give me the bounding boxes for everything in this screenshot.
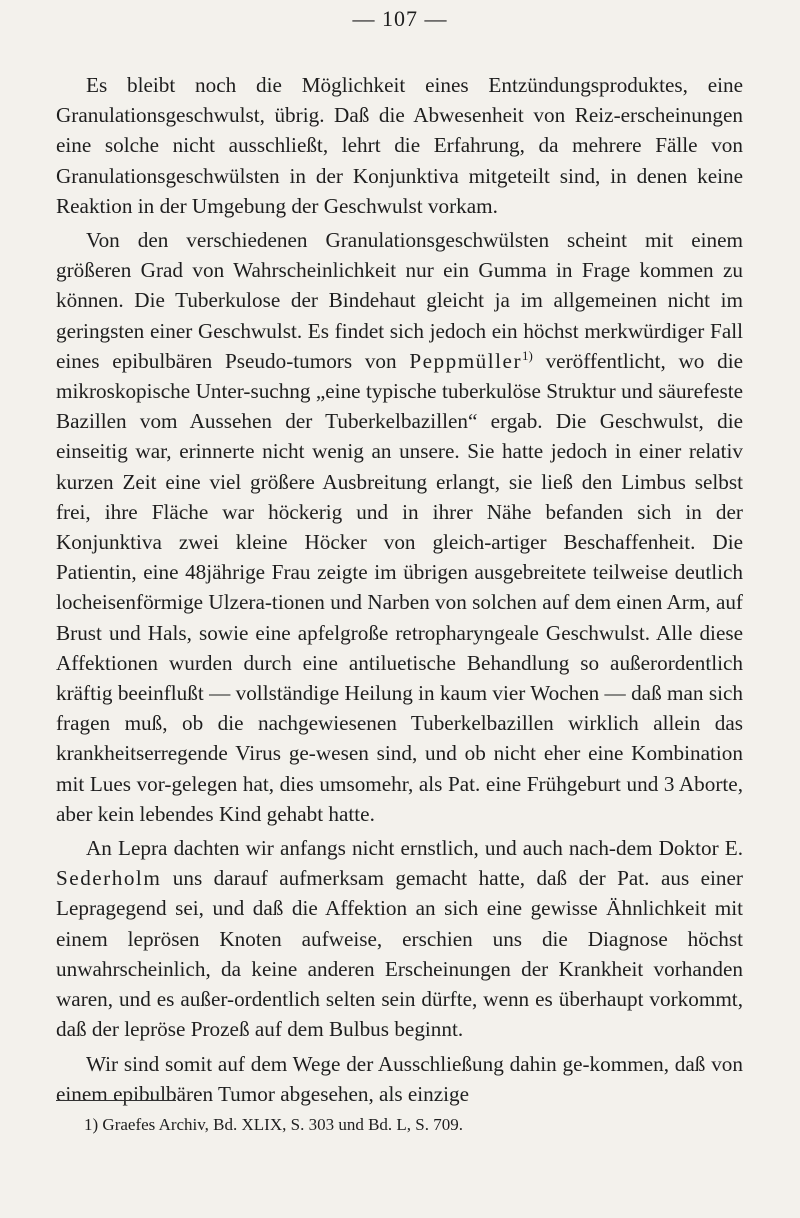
author-name-peppmueller: Peppmüller — [409, 348, 523, 373]
paragraph-2-text-b: veröffentlicht, wo die mikroskopische Unter-suchng „eine typische tuberkulöse Struktur und säurefeste Bazillen vom Aussehen der Tuberkelbazillen“ ergab. Die Geschwulst, die einseitig war, erinnerte nicht wenig an unsere. Sie hatte jedoch in einer relativ kurzen Zeit eine viel größere Ausbreitung erlangt, sie ließ den Limbus selbst frei, ihre Fläche war höckerig und in ihrer Nähe befanden sich in der Konjunktiva zwei kleine Höcker von gleich-artiger Beschaffenheit. Die Patientin, eine 48jährige Frau zeigte im übrigen ausgebreitete teilweise deutlich locheisenförmige Ulzera-tionen und Narben von solchen auf dem einen Arm, auf Brust und Hals, sowie eine apfelgroße retropharyngeale Geschwulst. Alle diese Affektionen wurden durch eine antiluetische Behandlung so außerordentlich kräftig beeinflußt — vollständige Heilung in kaum vier Wochen — daß man sich fragen muß, ob die nachgewiesenen Tuberkelbazillen wirklich allein das krankheitserregende Virus ge-wesen sind, und ob nicht eher eine Kombination mit Lues vor-gelegen hat, dies umsomehr, als Pat. eine Frühgeburt und 3 Aborte, aber kein lebendes Kind gehabt hatte. — [56, 348, 744, 826]
page-number-header: — 107 — — [352, 6, 448, 31]
footnote-marker: 1) — [522, 347, 533, 363]
body-text — [56, 70, 743, 1113]
paragraph-3-text-b: uns darauf aufmerksam gemacht hatte, daß der Pat. aus einer Lepragegend sei, und daß die Affektion an sich eine gewisse Ähnlichkeit mit einem leprösen Knoten aufweise, erschien uns die Diagnose höchst unwahrscheinlich, da keine anderen Erscheinungen der Krankheit vorhanden waren, und es außer-ordentlich selten sein dürfte, wenn es überhaupt vorkommt, daß der lepröse Prozeß auf dem Bulbus beginnt. — [56, 866, 743, 1042]
footnote: 1) Graefes Archiv, Bd. XLIX, S. 303 und Bd. L, S. 709. — [84, 1115, 463, 1134]
paragraph-3 — [56, 833, 743, 1044]
paragraph-3-text-a: An Lepra dachten wir anfangs nicht ernstlich, und auch nach-dem Doktor E. — [86, 836, 743, 861]
paragraph-2-text-a: Von den verschiedenen Granulationsgeschwülsten scheint mit einem größeren Grad von Wahrscheinlichkeit nur ein Gumma in Frage kommen zu können. Die Tuberkulose der Bindehaut gleicht ja im allgemeinen nicht im geringsten einer Geschwulst. Es findet sich jedoch ein höchst merkwürdiger Fall eines epibulbären Pseudo-tumors von — [56, 228, 743, 373]
paragraph-2 — [56, 225, 743, 829]
footnote-divider — [56, 1100, 176, 1101]
paragraph-4: Wir sind somit auf dem Wege der Ausschließung dahin ge-kommen, daß von einem epibulbären Tumor abgesehen, als einzige — [56, 1051, 743, 1106]
author-name-sederholm: Sederholm — [56, 866, 162, 891]
paragraph-1: Es bleibt noch die Möglichkeit eines Entzündungsproduktes, eine Granulationsgeschwulst, übrig. Daß die Abwesenheit von Reiz-erscheinungen eine solche nicht ausschließt, lehrt die Erfahrung, da mehrere Fälle von Granulationsgeschwülsten in der Konjunktiva mitgeteilt sind, in denen keine Reaktion in der Umgebung der Geschwulst vorkam. — [56, 73, 743, 218]
